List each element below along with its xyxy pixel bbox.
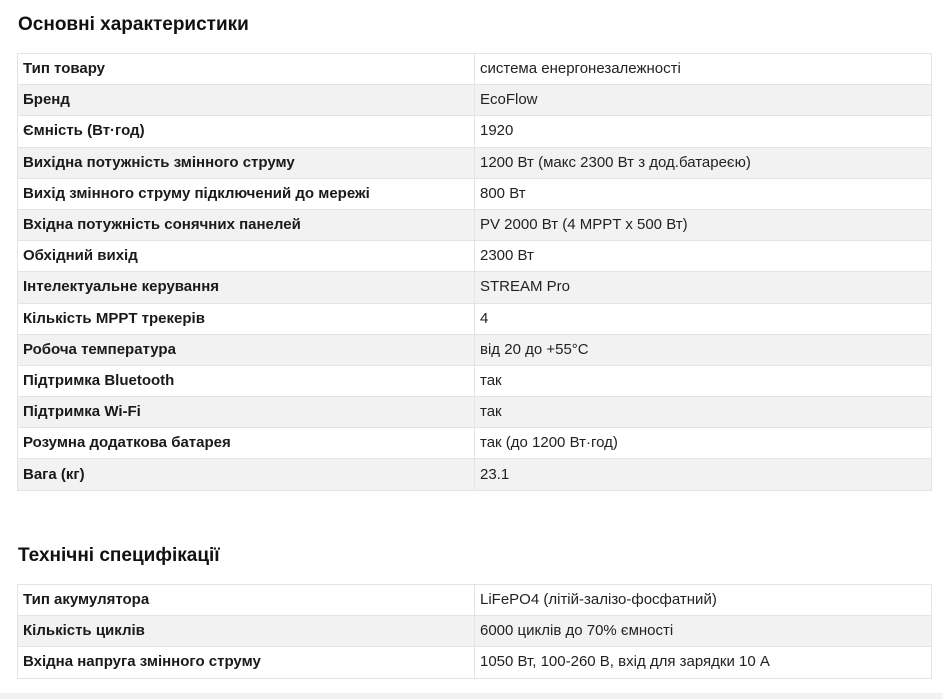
spec-label: Ємність (Вт·год) [18,116,475,147]
table-row [18,147,932,178]
table-row [18,54,932,85]
spec-value: система енергонезалежності [475,54,932,85]
spec-value: 1050 Вт, 100-260 В, вхід для зарядки 10 А [475,647,932,678]
spec-label: Кількість MPPT трекерів [18,303,475,334]
spec-value: так [475,365,932,396]
table-row [18,241,932,272]
spec-value: LiFePO4 (літій-залізо-фосфатний) [475,585,932,616]
spec-label: Бренд [18,85,475,116]
spec-value: STREAM Pro [475,272,932,303]
spec-value: так [475,397,932,428]
spec-value: 4 [475,303,932,334]
spec-value: EcoFlow [475,85,932,116]
table-row [18,585,932,616]
spec-label: Тип товару [18,54,475,85]
spec-value: 1200 Вт (макс 2300 Вт з дод.батареєю) [475,147,932,178]
table-row [18,303,932,334]
section-title-technical-specifications: Технічні специфікації [18,545,220,566]
spec-label: Кількість циклів [18,616,475,647]
table-row [18,616,932,647]
spec-label: Вага (кг) [18,459,475,490]
spec-label: Робоча температура [18,334,475,365]
spec-value: так (до 1200 Вт·год) [475,428,932,459]
table-row [18,397,932,428]
spec-value: PV 2000 Вт (4 MPPT x 500 Вт) [475,209,932,240]
main-characteristics-table [17,53,932,491]
table-row [18,365,932,396]
table-row [18,459,932,490]
spec-label: Тип акумулятора [18,585,475,616]
technical-specifications-table [17,584,932,679]
table-row [18,116,932,147]
spec-label: Підтримка Bluetooth [18,365,475,396]
table-row [18,209,932,240]
table-row [18,647,932,678]
table-row [18,272,932,303]
table-row [18,85,932,116]
table-row [18,428,932,459]
page-bottom-divider [0,693,943,699]
spec-value: 6000 циклів до 70% ємності [475,616,932,647]
spec-value: 1920 [475,116,932,147]
spec-value: 800 Вт [475,178,932,209]
spec-value: 23.1 [475,459,932,490]
spec-label: Підтримка Wi-Fi [18,397,475,428]
spec-label: Вхідна потужність сонячних панелей [18,209,475,240]
spec-value: від 20 до +55°C [475,334,932,365]
section-title-main-characteristics: Основні характеристики [18,14,249,35]
spec-value: 2300 Вт [475,241,932,272]
spec-label: Вихід змінного струму підключений до мережі [18,178,475,209]
spec-label: Розумна додаткова батарея [18,428,475,459]
table-row [18,334,932,365]
spec-label: Інтелектуальне керування [18,272,475,303]
spec-label: Вхідна напруга змінного струму [18,647,475,678]
spec-label: Вихідна потужність змінного струму [18,147,475,178]
table-row [18,178,932,209]
spec-label: Обхідний вихід [18,241,475,272]
